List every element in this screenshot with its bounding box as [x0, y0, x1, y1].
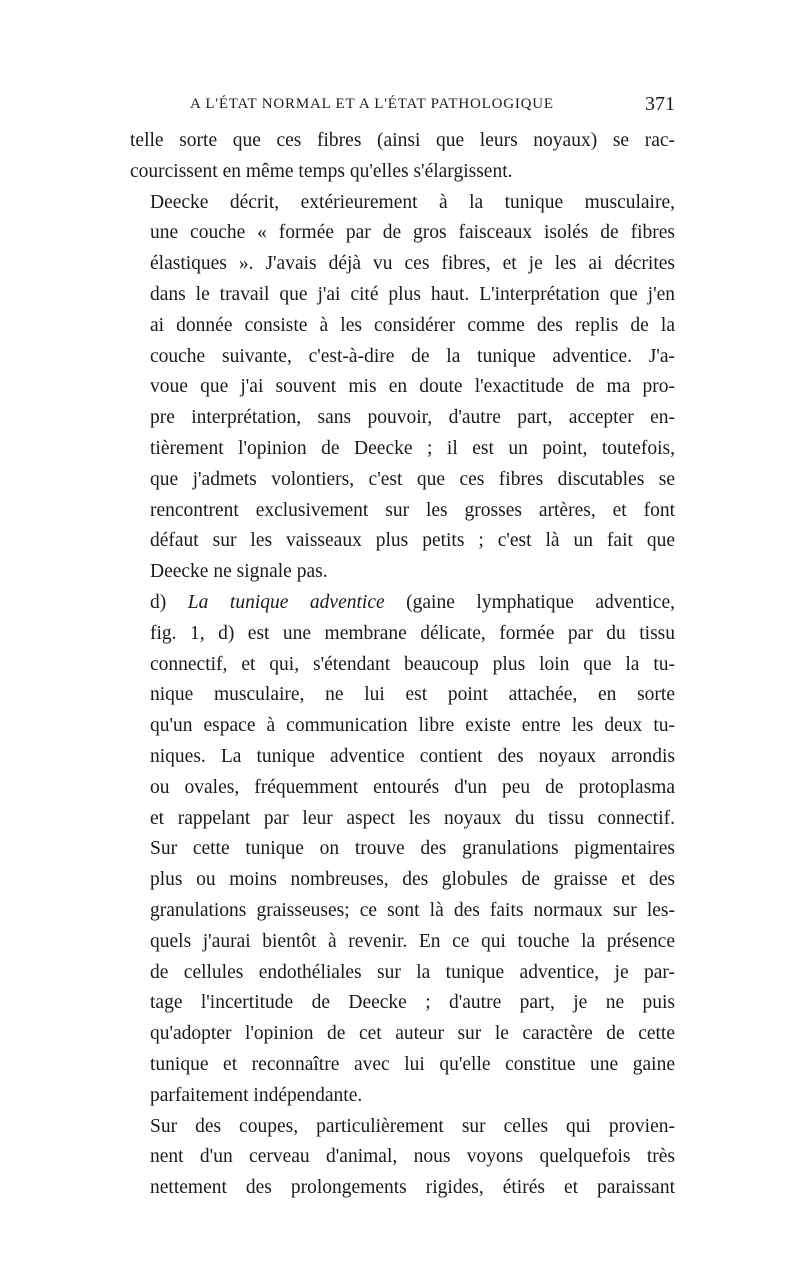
text-line: qu'un espace à communication libre existe entre les deux tu- [150, 715, 675, 737]
text-line: Sur des coupes, particulièrement sur celles qui provien- [150, 1115, 675, 1137]
text-line: niques. La tunique adventice contient des noyaux arrondis [150, 745, 675, 767]
text-line: granulations graisseuses; ce sont là des faits normaux sur les- [150, 899, 675, 921]
text-run: (gaine lymphatique adventice, [384, 591, 675, 613]
paragraph [130, 588, 675, 1112]
text-line: défaut sur les vaisseaux plus petits ; c'est là un fait que [150, 530, 675, 552]
text-line: plus ou moins nombreuses, des globules de graisse et des [150, 869, 675, 891]
text-line: tage l'incertitude de Deecke ; d'autre part, je ne puis [150, 992, 675, 1014]
paragraph [130, 1112, 675, 1204]
page-number: 371 [645, 93, 675, 115]
text-line: nettement des prolongements rigides, étirés et paraissant [150, 1177, 675, 1199]
text-line: connectif, et qui, s'étendant beaucoup plus loin que la tu- [150, 653, 675, 675]
text-line: Deecke décrit, extérieurement à la tunique musculaire, [150, 191, 675, 213]
text-line: qu'adopter l'opinion de cet auteur sur le caractère de cette [150, 1023, 675, 1045]
text-line: nique musculaire, ne lui est point attachée, en sorte [150, 684, 675, 706]
text-line: élastiques ». J'avais déjà vu ces fibres, et je les ai décrites [150, 253, 675, 275]
text-line: et rappelant par leur aspect les noyaux du tissu connectif. [150, 807, 675, 829]
text-line: parfaitement indépendante. [150, 1084, 363, 1106]
text-line: nent d'un cerveau d'animal, nous voyons quelquefois très [150, 1146, 675, 1168]
text-line: une couche « formée par de gros faisceaux isolés de fibres [150, 222, 675, 244]
text-line: pre interprétation, sans pouvoir, d'autre part, accepter en- [150, 407, 675, 429]
text-line: ai donnée consiste à les considérer comme des replis de la [150, 314, 675, 336]
text-line: dans le travail que j'ai cité plus haut. L'interprétation que j'en [150, 283, 675, 305]
page-header [130, 93, 675, 122]
text-line: courcissent en même temps qu'elles s'élargissent. [130, 160, 513, 182]
text-line: Deecke ne signale pas. [150, 561, 328, 583]
text-line: de cellules endothéliales sur la tunique adventice, je par- [150, 961, 675, 983]
text-line: tièrement l'opinion de Deecke ; il est un point, toutefois, [150, 437, 675, 459]
paragraph [130, 188, 675, 588]
text-line: rencontrent exclusivement sur les grosses artères, et font [150, 499, 675, 521]
text-line: voue que j'ai souvent mis en doute l'exactitude de ma pro- [150, 376, 675, 398]
section-label: d) [150, 591, 167, 613]
body-text [130, 126, 675, 1204]
text-line: ou ovales, fréquemment entourés d'un peu de protoplasma [150, 776, 675, 798]
text-line: fig. 1, d) est une membrane délicate, formée par du tissu [150, 622, 675, 644]
text-line: telle sorte que ces fibres (ainsi que leurs noyaux) se rac- [130, 130, 675, 151]
paragraph [130, 126, 675, 188]
text-line: Sur cette tunique on trouve des granulations pigmentaires [150, 838, 675, 860]
text-line: couche suivante, c'est-à-dire de la tunique adventice. J'a- [150, 345, 675, 367]
running-title: A L'ÉTAT NORMAL ET A L'ÉTAT PATHOLOGIQUE [190, 96, 554, 112]
section-term: La tunique adventice [187, 591, 385, 613]
text-line: quels j'aurai bientôt à revenir. En ce qui touche la présence [150, 930, 675, 952]
text-line [130, 588, 675, 619]
text-line: tunique et reconnaître avec lui qu'elle constitue une gaine [150, 1053, 675, 1075]
text-line: que j'admets volontiers, c'est que ces fibres discutables se [150, 468, 675, 490]
